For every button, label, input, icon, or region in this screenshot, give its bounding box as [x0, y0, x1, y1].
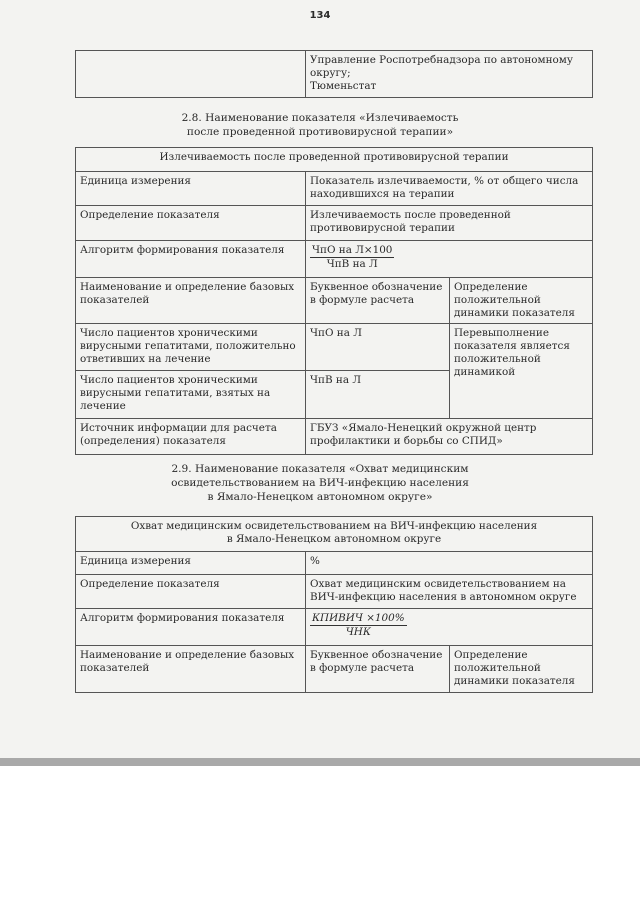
formula: $\frac{\text{ЧпО на Л×100}}{\text{ЧпВ на Л}}$: [306, 241, 593, 278]
formula: $\frac{\text{КПИВИЧ ×100\%}}{\text{ЧНК}}$: [306, 609, 593, 646]
section-heading-2-9: 2.9. Наименование показателя «Охват медицинским освидетельствованием на ВИЧ-инфекцию населения в Ямало-Ненецком автономном округе»: [171, 463, 469, 503]
page-number: 134: [309, 10, 331, 21]
table-title: Охват медицинским освидетельствованием на ВИЧ-инфекцию населения в Ямало-Ненецком автономном округе: [76, 517, 593, 552]
table-2-8: Излечиваемость после проведенной противовирусной терапии Единица измерения Показатель излечиваемости, % от общего числа находившихся на терапии Определение показателя Излечиваемость после проведенной противовирусной терапии Алгоритм формирования показателя $\frac{\text{ЧпО на Л×100}}{\text{ЧпВ на Л}}$ Наименование и определение базовых показателей Буквенное обозначение в формуле расчета Определение положительной динамики показателя Число пациентов хроническими вирусными гепатитами, положительно ответивших на лечение ЧпО на Л Перевыполнение показателя является положительной динамикой Число пациентов хроническими вирусными гепатитами, взятых на лечение ЧпВ на Л Источник информации для расчета (определения) показателя ГБУЗ «Ямало-Ненецкий окружной центр профилактики и борьбы со СПИД»: [75, 147, 593, 455]
table-2-9: Охват медицинским освидетельствованием на ВИЧ-инфекцию населения в Ямало-Ненецком автономном округе Единица измерения % Определение показателя Охват медицинским освидетельствованием на ВИЧ-инфекцию населения в автономном округе Алгоритм формирования показателя $\frac{\text{КПИВИЧ ×100\%}}{\text{ЧНК}}$ Наименование и определение базовых показателей Буквенное обозначение в формуле расчета Определение положительной динамики показателя: [75, 516, 593, 693]
table-continued: [75, 50, 593, 98]
table-title: Излечиваемость после проведенной противовирусной терапии: [76, 148, 593, 172]
section-heading-2-8: 2.8. Наименование показателя «Излечиваемость после проведенной противовирусной терапии»: [181, 112, 459, 138]
source-cell: Управление Роспотребнадзора по автономному округу; Тюменьстат: [306, 51, 593, 98]
scan-edge: [0, 758, 640, 766]
